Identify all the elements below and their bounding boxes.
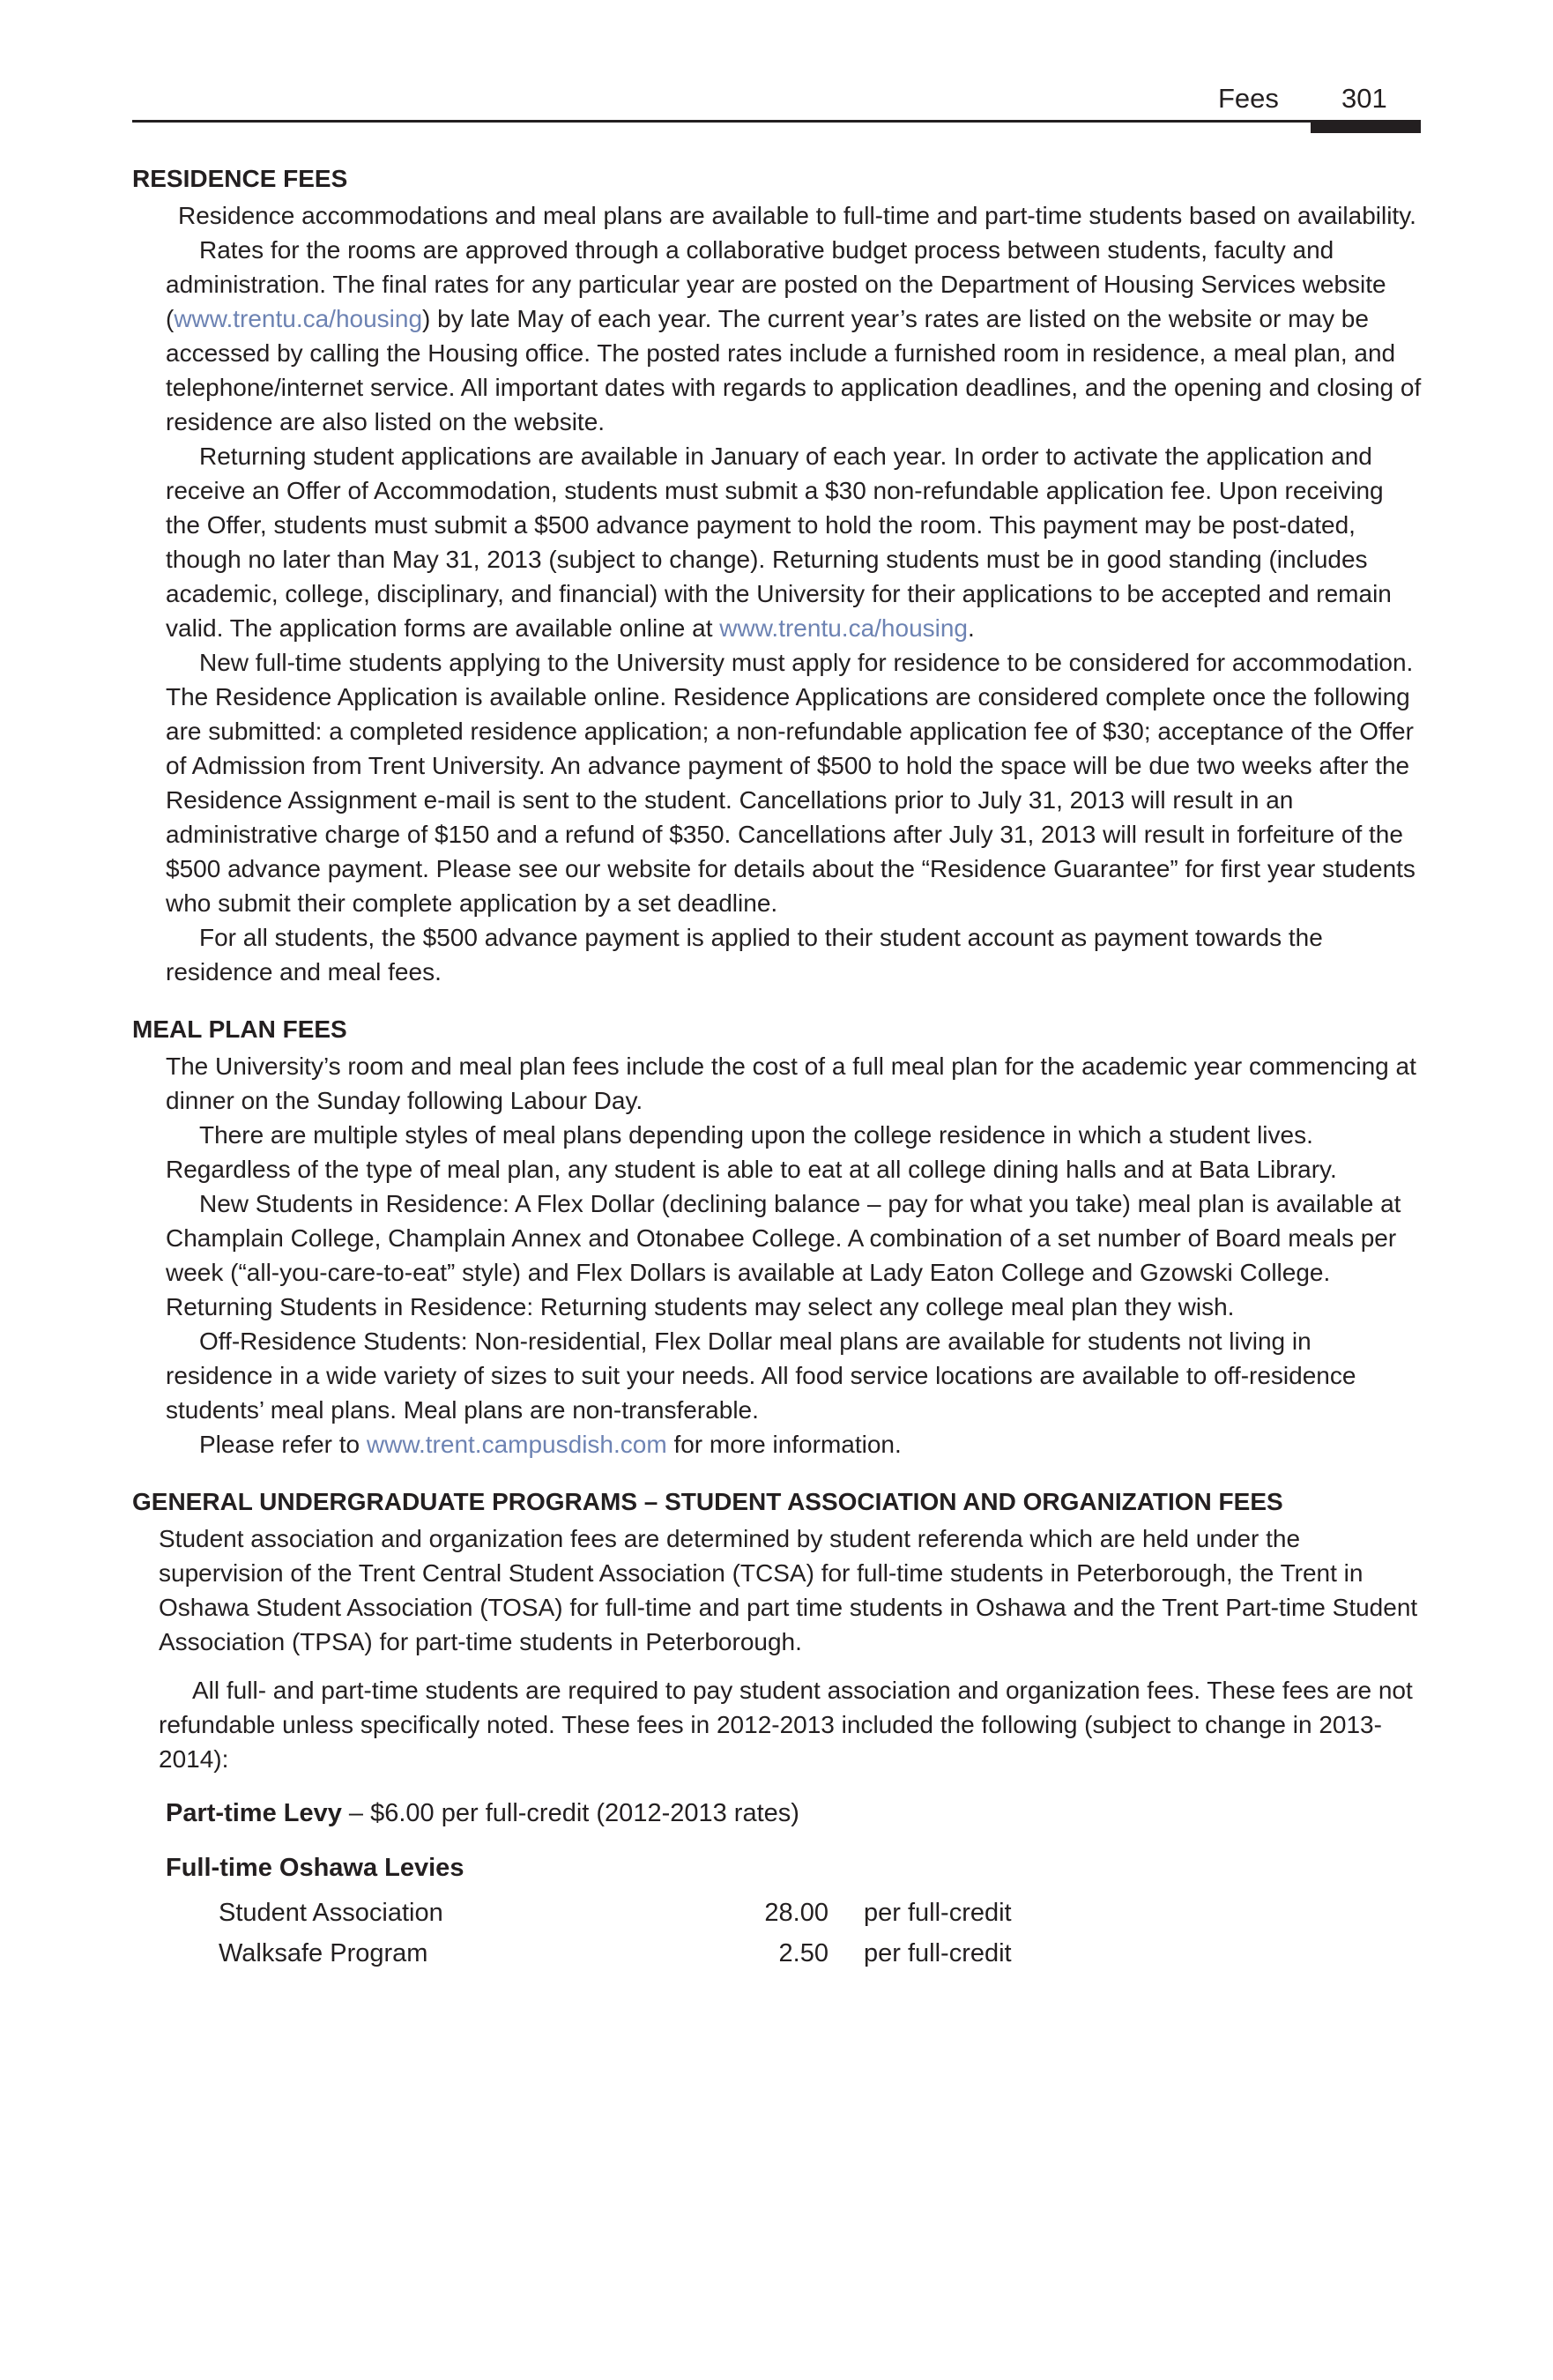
text-span: for more information. (666, 1431, 902, 1458)
meal-plan-body (132, 1049, 1423, 1461)
page-number: 301 (1341, 83, 1387, 114)
association-intro: Student association and organization fees are determined by student referenda which are held under the supervision of the Trent Central Student Association (TCSA) for full-time students in Peterborough, the Trent in Oshawa Student Association (TOSA) for full-time and part time students in Oshawa and the Trent Part-time Student Association (TPSA) for part-time students in Peterborough. (159, 1525, 1418, 1655)
fee-unit: per full-credit (864, 1939, 1012, 1967)
meal-plan-styles-paragraph: There are multiple styles of meal plans depending upon the college residence in which a student lives. Regardless of the type of meal plan, any student is able to eat at all college dining halls and at Bata Library. (166, 1121, 1337, 1183)
table-row (219, 1933, 1012, 1974)
page-header (0, 0, 1553, 141)
fee-amount: 2.50 (778, 1939, 829, 1967)
association-fees-paragraph: All full- and part-time students are required to pay student association and organization fees. These fees are not refundable unless specifically noted. These fees in 2012-2013 included the following (subject to change in 2013-2014): (159, 1677, 1413, 1773)
residence-body (132, 233, 1423, 989)
new-students-paragraph: New full-time students applying to the University must apply for residence to be considered for accommodation. The Residence Application is available online. Residence Applications are considered complete once the following are submitted: a completed residence application; a non-refundable application fee of $30; acceptance of the Offer of Admission from Trent University. An advance payment of $500 to hold the space will be due two weeks after the Residence Assignment e-mail is sent to the student. Cancellations prior to July 31, 2013 will result in an administrative charge of $150 and a refund of $350. Cancellations after July 31, 2013 will result in forfeiture of the $500 advance payment. Please see our website for details about the “Residence Guarantee” for first year students who submit their complete application by a set deadline. (166, 649, 1416, 917)
part-time-levy-text: – $6.00 per full-credit (2012-2013 rates) (341, 1799, 799, 1827)
meal-plan-intro: The University’s room and meal plan fees include the cost of a full meal plan for the academic year commencing at dinner on the Sunday following Labour Day. (166, 1052, 1416, 1114)
header-rule (132, 120, 1421, 123)
text-span: . (968, 614, 975, 642)
running-title: Fees (1218, 83, 1279, 114)
part-time-levy (132, 1796, 1423, 1831)
association-body (132, 1521, 1423, 1776)
housing-link-2[interactable]: www.trentu.ca/housing (719, 614, 969, 642)
text-span: Please refer to (199, 1431, 367, 1458)
advance-payment-paragraph: For all students, the $500 advance payment is applied to their student account as payment towards the residence and meal fees. (166, 924, 1323, 985)
text-span: ) by late May of each year. The current year’s rates are listed on the website or may be accessed by calling the Housing office. The posted rates include a furnished room in residence, a meal plan, and telephone/internet service. All important dates with regards to application deadlines, and the opening and closing of residence are also listed on the website. (166, 305, 1422, 435)
table-row (219, 1893, 1012, 1933)
fee-amount: 28.00 (764, 1899, 829, 1927)
fee-name: Walksafe Program (219, 1939, 428, 1967)
residence-intro: Residence accommodations and meal plans are available to full-time and part-time students based on availability. (178, 202, 1416, 229)
fee-name: Student Association (219, 1899, 443, 1927)
fee-unit: per full-credit (864, 1899, 1012, 1927)
page-content (132, 163, 1423, 1974)
new-students-meal-paragraph: New Students in Residence: A Flex Dollar (declining balance – pay for what you take) meal plan is available at Champlain College, Champlain Annex and Otonabee College. A combination of a set number of Board meals per week (“all-you-care-to-eat” style) and Flex Dollars is available at Lady Eaton College and Gzowski College. (166, 1190, 1401, 1286)
meal-plan-fees-heading: MEAL PLAN FEES (132, 1015, 347, 1043)
oshawa-levies-table (219, 1893, 1012, 1974)
header-accent-bar (1311, 120, 1421, 133)
association-fees-heading: GENERAL UNDERGRADUATE PROGRAMS – STUDENT ASSOCIATION AND ORGANIZATION FEES (132, 1488, 1283, 1515)
residence-rates-paragraph (166, 233, 1423, 439)
off-residence-paragraph: Off-Residence Students: Non-residential, Flex Dollar meal plans are available for students not living in residence in a wide variety of sizes to suit your needs. All food service locations are available to off-residence students’ meal plans. Meal plans are non-transferable. (166, 1328, 1356, 1424)
residence-fees-heading: RESIDENCE FEES (132, 165, 348, 192)
returning-students-meal-paragraph: Returning Students in Residence: Returning students may select any college meal plan they wish. (166, 1293, 1235, 1320)
campusdish-link[interactable]: www.trent.campusdish.com (366, 1431, 667, 1458)
returning-students-paragraph (166, 439, 1423, 645)
part-time-levy-label: Part-time Levy (166, 1799, 342, 1827)
campusdish-paragraph (166, 1427, 1423, 1461)
text-span: Rates for the rooms are approved through a collaborative budget process between students, faculty and administration. The final rates for any particular year are posted on the Department of Housing Services website ( (166, 236, 1386, 332)
oshawa-levies-heading: Full-time Oshawa Levies (166, 1854, 464, 1882)
housing-link[interactable]: www.trentu.ca/housing (174, 305, 423, 332)
text-span: Returning student applications are available in January of each year. In order to activate the application and receive an Offer of Accommodation, students must submit a $30 non-refundable application fee. Upon receiving the Offer, students must submit a $500 advance payment to hold the room. This payment may be post-dated, though no later than May 31, 2013 (subject to change). Returning students must be in good standing (includes academic, college, disciplinary, and financial) with the University for their applications to be accepted and remain valid. The application forms are available online at (166, 443, 1392, 642)
